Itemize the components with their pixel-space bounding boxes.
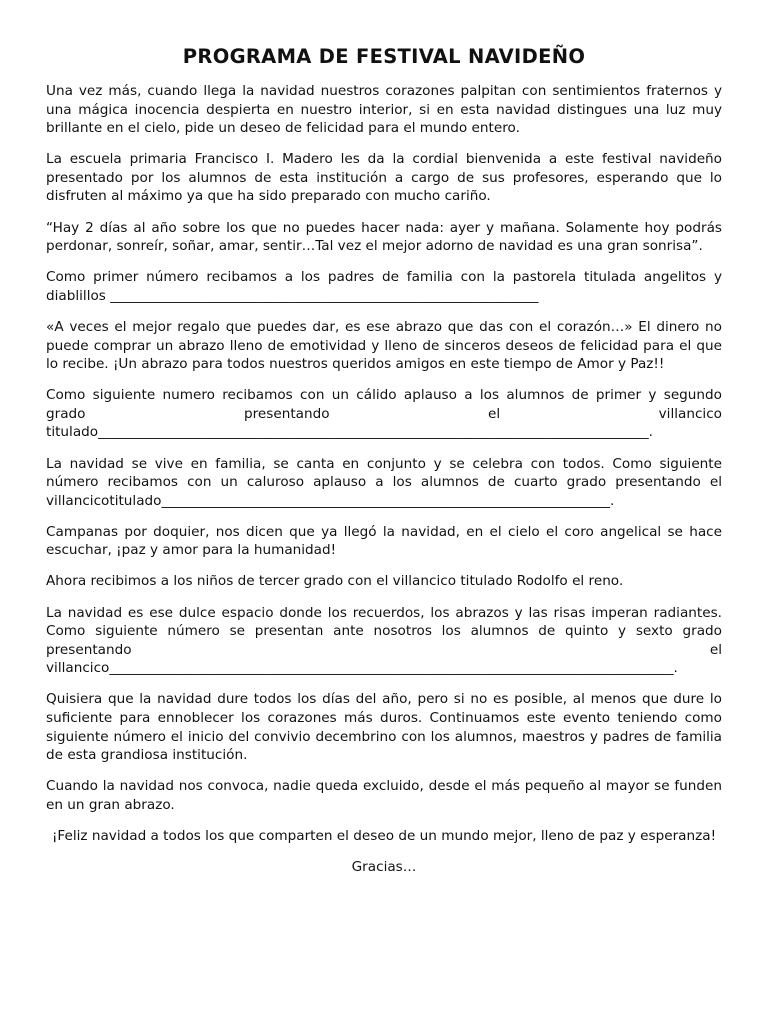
paragraph-welcome: La escuela primaria Francisco I. Madero les da la cordial bienvenida a este festival navideño presentado por los alumnos de esta institución a cargo de sus profesores, esperando que lo disfruten al máximo ya que ha sido preparado con mucho cariño.	[46, 151, 722, 205]
paragraph-quote: “Hay 2 días al año sobre los que no puedes hacer nada: ayer y mañana. Solamente hoy podrás perdonar, sonreír, soñar, amar, sentir…Tal vez el mejor adorno de navidad es una gran sonrisa”.	[46, 219, 722, 255]
document-title: PROGRAMA DE FESTIVAL NAVIDEÑO	[182, 45, 586, 68]
signoff: Gracias…	[351, 859, 417, 876]
paragraph-bells: Campanas por doquier, nos dicen que ya llegó la navidad, en el cielo el coro angelical se hace escuchar, ¡paz y amor para la humanidad!	[46, 523, 722, 559]
paragraph-fifth-sixth-grade: La navidad es ese dulce espacio donde los recuerdos, los abrazos y las risas imperan radiantes. Como siguiente número se presentan ante nosotros los alumnos de quinto y sexto grado presentando el villancico___________________________________________________________________________________.	[46, 604, 722, 677]
paragraph-third-grade: Ahora recibimos a los niños de tercer grado con el villancico titulado Rodolfo el reno.	[46, 573, 624, 590]
paragraph-hug: «A veces el mejor regalo que puedes dar, es ese abrazo que das con el corazón…» El dinero no puede comprar un abrazo lleno de emotividad y lleno de sinceros deseos de felicidad para el que lo recibe. ¡Un abrazo para todos nuestros queridos amigos en este tiempo de Amor y Paz!!	[46, 318, 722, 373]
paragraph-convivio: Quisiera que la navidad dure todos los días del año, pero si no es posible, al menos que dure lo suficiente para ennoblecer los corazones más duros. Continuamos este evento teniendo como siguiente número el inicio del convivio decembrino con los alumnos, maestros y padres de familia de esta grandiosa institución.	[46, 691, 722, 764]
paragraph-fourth-grade: La navidad se vive en familia, se canta en conjunto y se celebra con todos. Como siguiente número recibamos con un caluroso aplauso a los alumnos de cuarto grado presentando el villancicotitulado__________________________________________________________________.	[46, 455, 722, 509]
paragraph-first-number: Como primer número recibamos a los padres de familia con la pastorela titulada angelitos y diablillos _______________________________________________________________	[46, 269, 722, 304]
closing-line: ¡Feliz navidad a todos los que comparten el deseo de un mundo mejor, lleno de paz y esperanza!	[51, 828, 717, 844]
paragraph-intro: Una vez más, cuando llega la navidad nuestros corazones palpitan con sentimientos fraternos y una mágica inocencia despierta en nuestro interior, si en esta navidad distingues una luz muy brillante en el cielo, pide un deseo de felicidad para el mundo entero.	[46, 83, 722, 137]
paragraph-second-number: Como siguiente numero recibamos con un cálido aplauso a los alumnos de primer y segundo grado presentando el villancico titulado_________________________________________________________________________________.	[46, 387, 722, 441]
paragraph-embrace: Cuando la navidad nos convoca, nadie queda excluido, desde el más pequeño al mayor se funden en un gran abrazo.	[46, 778, 722, 813]
